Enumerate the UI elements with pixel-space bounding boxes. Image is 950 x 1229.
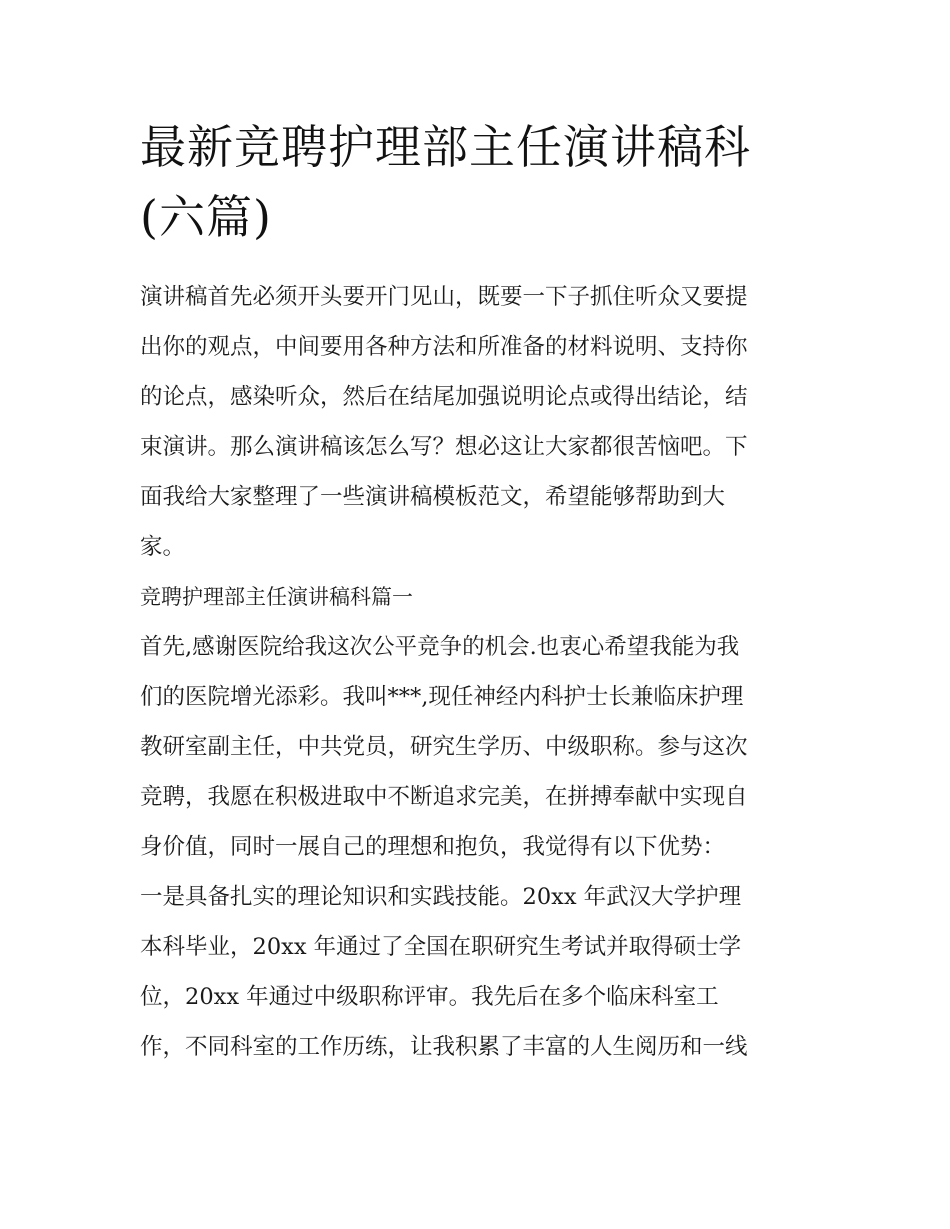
document-body bbox=[140, 272, 815, 1072]
intro-paragraph bbox=[140, 272, 815, 572]
text-line: 本科毕业，20xx 年通过了全国在职研究生考试并取得硕士学 bbox=[140, 934, 742, 960]
title-line: (六篇) bbox=[140, 190, 272, 244]
text-line: 面我给大家整理了一些演讲稿模板范文，希望能够帮助到大 bbox=[140, 484, 726, 510]
text-line: 首先,感谢医院给我这次公平竞争的机会.也衷心希望我能为我 bbox=[140, 634, 740, 660]
section-heading: 竞聘护理部主任演讲稿科篇一 bbox=[140, 585, 413, 609]
document-title bbox=[140, 112, 815, 252]
text-line: 家。 bbox=[140, 534, 186, 560]
paragraph-2 bbox=[140, 872, 815, 1072]
text-line: 们的医院增光添彩。我叫***,现任神经内科护士长兼临床护理 bbox=[140, 684, 744, 710]
text-line: 演讲稿首先必须开头要开门见山，既要一下子抓住听众又要提 bbox=[140, 284, 748, 310]
text-line: 竞聘，我愿在积极进取中不断追求完美，在拼搏奉献中实现自 bbox=[140, 784, 748, 810]
document-page bbox=[140, 112, 815, 1072]
text-line: 束演讲。那么演讲稿该怎么写？想必这让大家都很苦恼吧。下 bbox=[140, 434, 748, 460]
text-line: 身价值，同时一展自己的理想和抱负，我觉得有以下优势： bbox=[140, 834, 726, 860]
paragraph-1 bbox=[140, 622, 815, 872]
text-line: 位，20xx 年通过中级职称评审。我先后在多个临床科室工 bbox=[140, 984, 719, 1010]
text-line: 一是具备扎实的理论知识和实践技能。20xx 年武汉大学护理 bbox=[140, 884, 742, 910]
text-line: 教研室副主任，中共党员，研究生学历、中级职称。参与这次 bbox=[140, 734, 748, 760]
text-line: 出你的观点，中间要用各种方法和所准备的材料说明、支持你 bbox=[140, 334, 748, 360]
text-line: 作，不同科室的工作历练，让我积累了丰富的人生阅历和一线 bbox=[140, 1034, 748, 1060]
title-line: 最新竞聘护理部主任演讲稿科 bbox=[140, 120, 751, 174]
text-line: 的论点，感染听众，然后在结尾加强说明论点或得出结论，结 bbox=[140, 384, 748, 410]
